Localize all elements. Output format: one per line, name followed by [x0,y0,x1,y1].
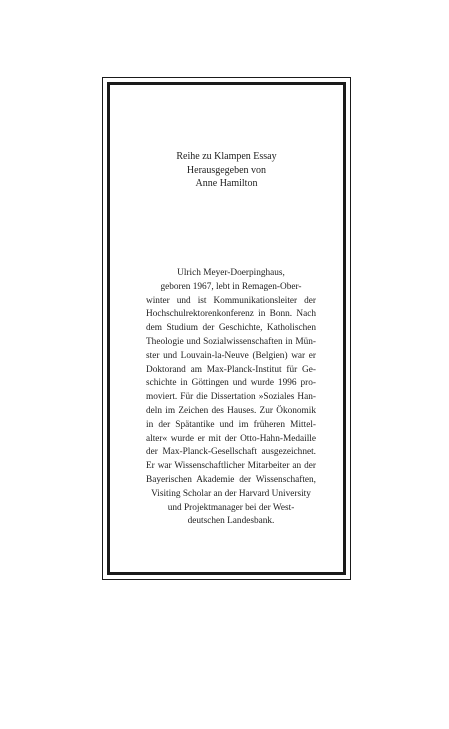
bio-line: Visiting Scholar an der Harvard University [151,488,311,499]
bio-line: winter und ist Kommunikationsleiter der [146,295,316,306]
series-editor-label: Herausgegeben von [186,164,267,176]
series-info [110,150,343,191]
bio-line: moviert. Für die Dissertation »Soziales Han- [146,392,316,403]
bio-line: in der Spätantike und im früheren Mittel- [146,419,316,430]
bio-line: Doktorand am Max-Planck-Institut für Ge- [146,364,316,375]
bio-line: Ulrich Meyer-Doerpinghaus, [177,268,285,278]
bio-line: Theologie und Sozialwissenschaften in Mün- [146,336,316,347]
series-title: Reihe zu Klampen Essay [176,151,277,162]
bio-line: deutschen Landesbank. [187,516,275,527]
bio-line: ster und Louvain-la-Neuve (Belgien) war er [146,350,316,361]
bio-line: Er war Wissenschaftlicher Mitarbeiter an der [146,461,316,472]
outer-frame [102,77,351,580]
bio-line: dem Studium der Geschichte, Katholischen [146,323,316,334]
bio-line: der Max-Planck-Gesellschaft ausgezeichnet. [146,447,316,458]
series-editor-name: Anne Hamilton [195,178,258,189]
bio-line: Bayerischen Akademie der Wissenschaften, [146,474,316,485]
bio-line: deln im Zeichen des Hauses. Zur Ökonomik [146,405,316,416]
author-biography [146,267,316,529]
bio-line: alter« wurde er mit der Otto-Hahn-Medaille [146,433,316,444]
bio-line: geboren 1967, lebt in Remagen-Ober- [160,281,302,292]
inner-frame [107,82,346,575]
bio-line: und Projektmanager bei der West- [167,502,295,513]
bio-line: Hochschulrektorenkonferenz in Bonn. Nach [146,309,316,320]
bio-line: schichte in Göttingen und wurde 1996 pro- [146,378,316,389]
